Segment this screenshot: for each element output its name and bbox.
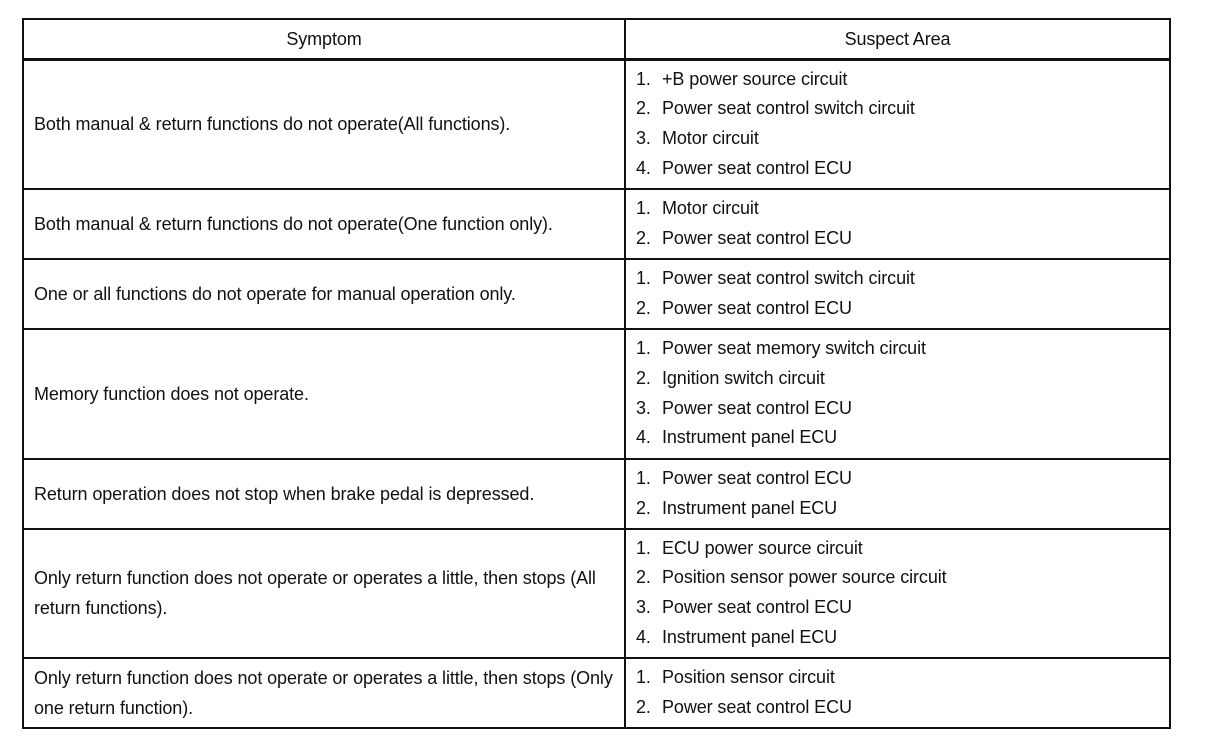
table-header bbox=[23, 19, 1170, 59]
table-row bbox=[23, 529, 1170, 658]
suspect-number: 4. bbox=[636, 427, 651, 448]
suspect-number: 1. bbox=[636, 338, 651, 359]
suspect-text: Instrument panel ECU bbox=[662, 497, 838, 518]
table-row bbox=[23, 59, 1170, 189]
suspect-number: 4. bbox=[636, 627, 651, 648]
suspect-item bbox=[636, 464, 1159, 494]
suspect-text: Position sensor power source circuit bbox=[662, 567, 947, 588]
suspect-number: 3. bbox=[636, 128, 651, 149]
suspect-number: 1. bbox=[636, 537, 651, 558]
header-suspect-area: Suspect Area bbox=[625, 19, 1170, 59]
suspect-number: 2. bbox=[636, 227, 651, 248]
suspect-text: ECU power source circuit bbox=[662, 537, 863, 558]
suspect-area-cell bbox=[625, 459, 1170, 529]
suspect-text: Instrument panel ECU bbox=[662, 427, 838, 448]
suspect-area-cell bbox=[625, 259, 1170, 329]
suspect-item bbox=[636, 124, 1159, 154]
suspect-text: Motor circuit bbox=[662, 128, 759, 149]
suspect-text: Power seat control ECU bbox=[662, 297, 852, 318]
suspect-item bbox=[636, 364, 1159, 394]
symptom-cell: One or all functions do not operate for manual operation only. bbox=[23, 259, 625, 329]
header-symptom: Symptom bbox=[23, 19, 625, 59]
symptom-cell: Only return function does not operate or operates a little, then stops (Only one return function). bbox=[23, 658, 625, 728]
symptom-cell: Memory function does not operate. bbox=[23, 329, 625, 459]
suspect-item bbox=[636, 154, 1159, 184]
table-row bbox=[23, 658, 1170, 728]
suspect-item bbox=[636, 593, 1159, 623]
troubleshooting-table-container bbox=[22, 18, 1169, 729]
suspect-text: +B power source circuit bbox=[662, 68, 848, 89]
suspect-area-cell bbox=[625, 189, 1170, 259]
suspect-text: Motor circuit bbox=[662, 197, 759, 218]
suspect-item bbox=[636, 693, 1159, 723]
suspect-number: 2. bbox=[636, 297, 651, 318]
table-row bbox=[23, 189, 1170, 259]
table-row bbox=[23, 259, 1170, 329]
suspect-item bbox=[636, 224, 1159, 254]
suspect-number: 2. bbox=[636, 367, 651, 388]
suspect-number: 3. bbox=[636, 397, 651, 418]
suspect-text: Power seat control switch circuit bbox=[662, 98, 915, 119]
suspect-area-cell bbox=[625, 529, 1170, 658]
suspect-text: Ignition switch circuit bbox=[662, 367, 825, 388]
suspect-area-cell bbox=[625, 59, 1170, 189]
suspect-text: Power seat control ECU bbox=[662, 157, 852, 178]
troubleshooting-table bbox=[22, 18, 1171, 729]
suspect-item bbox=[636, 194, 1159, 224]
symptom-cell: Both manual & return functions do not operate(One function only). bbox=[23, 189, 625, 259]
suspect-area-cell bbox=[625, 329, 1170, 459]
suspect-item bbox=[636, 94, 1159, 124]
suspect-item bbox=[636, 65, 1159, 95]
suspect-item bbox=[636, 264, 1159, 294]
suspect-item bbox=[636, 563, 1159, 593]
suspect-item bbox=[636, 423, 1159, 453]
suspect-number: 2. bbox=[636, 567, 651, 588]
table-row bbox=[23, 329, 1170, 459]
suspect-number: 1. bbox=[636, 197, 651, 218]
suspect-number: 1. bbox=[636, 68, 651, 89]
suspect-item bbox=[636, 623, 1159, 653]
suspect-item bbox=[636, 663, 1159, 693]
header-row bbox=[23, 19, 1170, 59]
table-row bbox=[23, 459, 1170, 529]
suspect-number: 2. bbox=[636, 497, 651, 518]
suspect-number: 2. bbox=[636, 696, 651, 717]
suspect-text: Power seat control ECU bbox=[662, 397, 852, 418]
suspect-text: Power seat control ECU bbox=[662, 227, 852, 248]
suspect-text: Power seat control ECU bbox=[662, 467, 852, 488]
symptom-cell: Only return function does not operate or operates a little, then stops (All return functions). bbox=[23, 529, 625, 658]
suspect-item bbox=[636, 534, 1159, 564]
suspect-number: 3. bbox=[636, 597, 651, 618]
suspect-item bbox=[636, 294, 1159, 324]
suspect-text: Power seat control switch circuit bbox=[662, 267, 915, 288]
suspect-number: 1. bbox=[636, 467, 651, 488]
suspect-text: Position sensor circuit bbox=[662, 667, 835, 688]
suspect-text: Power seat control ECU bbox=[662, 696, 852, 717]
suspect-number: 2. bbox=[636, 98, 651, 119]
suspect-area-cell bbox=[625, 658, 1170, 728]
suspect-item bbox=[636, 334, 1159, 364]
suspect-number: 1. bbox=[636, 267, 651, 288]
symptom-cell: Return operation does not stop when brake pedal is depressed. bbox=[23, 459, 625, 529]
suspect-number: 1. bbox=[636, 667, 651, 688]
suspect-text: Instrument panel ECU bbox=[662, 627, 838, 648]
suspect-item bbox=[636, 494, 1159, 524]
suspect-number: 4. bbox=[636, 157, 651, 178]
table-body bbox=[23, 59, 1170, 728]
symptom-cell: Both manual & return functions do not operate(All functions). bbox=[23, 59, 625, 189]
suspect-text: Power seat memory switch circuit bbox=[662, 338, 926, 359]
suspect-text: Power seat control ECU bbox=[662, 597, 852, 618]
suspect-item bbox=[636, 394, 1159, 424]
